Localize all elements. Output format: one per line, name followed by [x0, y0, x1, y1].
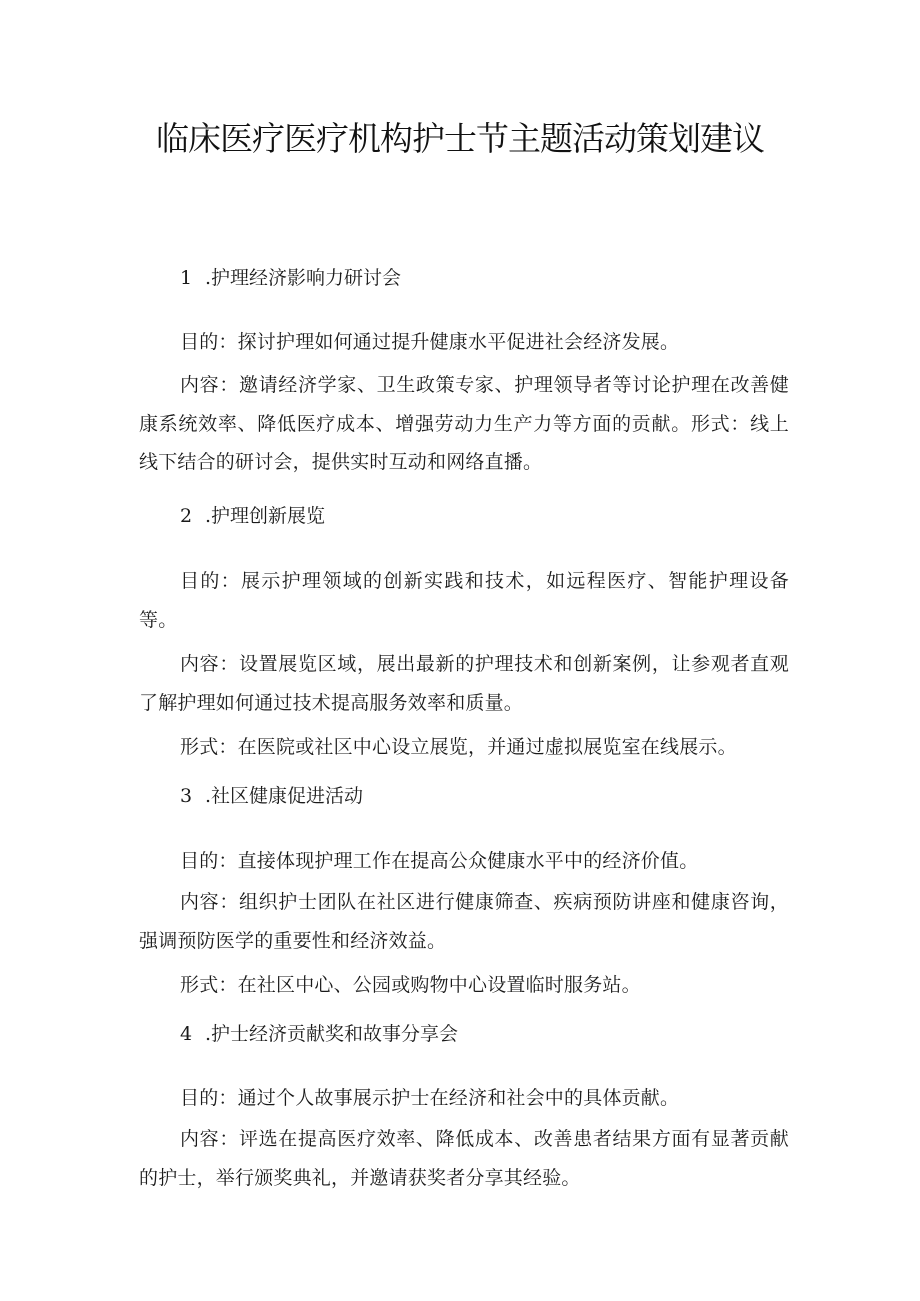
paragraph-purpose: 目的：探讨护理如何通过提升健康水平促进社会经济发展。	[180, 331, 680, 353]
section-heading-1	[180, 264, 401, 292]
paragraph-purpose: 目的：直接体现护理工作在提高公众健康水平中的经济价值。	[180, 850, 699, 872]
paragraph-content: 内容：评选在提高医疗效率、降低成本、改善患者结果方面有显著贡献的护士，举行颁奖典礼，并邀请获奖者分享其经验。	[139, 1128, 789, 1189]
section-heading-text: .护理经济影响力研讨会	[205, 267, 402, 289]
section-heading-2	[180, 502, 325, 530]
section-number: 4	[180, 1023, 193, 1045]
paragraph-purpose: 目的：展示护理领域的创新实践和技术，如远程医疗、智能护理设备等。	[139, 570, 789, 631]
section-heading-text: .护士经济贡献奖和故事分享会	[205, 1023, 459, 1045]
paragraph-content: 内容：邀请经济学家、卫生政策专家、护理领导者等讨论护理在改善健康系统效率、降低医疗成本、增强劳动力生产力等方面的贡献。形式：线上线下结合的研讨会，提供实时互动和网络直播。	[139, 374, 789, 473]
section-heading-4	[180, 1020, 458, 1048]
section-number: 3	[180, 785, 193, 807]
section-heading-text: .社区健康促进活动	[205, 785, 364, 807]
section-heading-3	[180, 782, 363, 810]
paragraph-content: 内容：组织护士团队在社区进行健康筛查、疾病预防讲座和健康咨询，强调预防医学的重要性和经济效益。	[139, 891, 789, 952]
paragraph-purpose: 目的：通过个人故事展示护士在经济和社会中的具体贡献。	[180, 1087, 680, 1109]
document-title: 临床医疗医疗机构护士节主题活动策划建议	[156, 119, 764, 158]
section-heading-text: .护理创新展览	[205, 505, 326, 527]
section-number: 2	[180, 505, 193, 527]
section-number: 1	[180, 267, 193, 289]
paragraph-format: 形式：在医院或社区中心设立展览，并通过虚拟展览室在线展示。	[180, 736, 737, 758]
paragraph-content: 内容：设置展览区域，展出最新的护理技术和创新案例，让参观者直观了解护理如何通过技术提高服务效率和质量。	[139, 653, 789, 714]
paragraph-format: 形式：在社区中心、公园或购物中心设置临时服务站。	[180, 974, 641, 996]
